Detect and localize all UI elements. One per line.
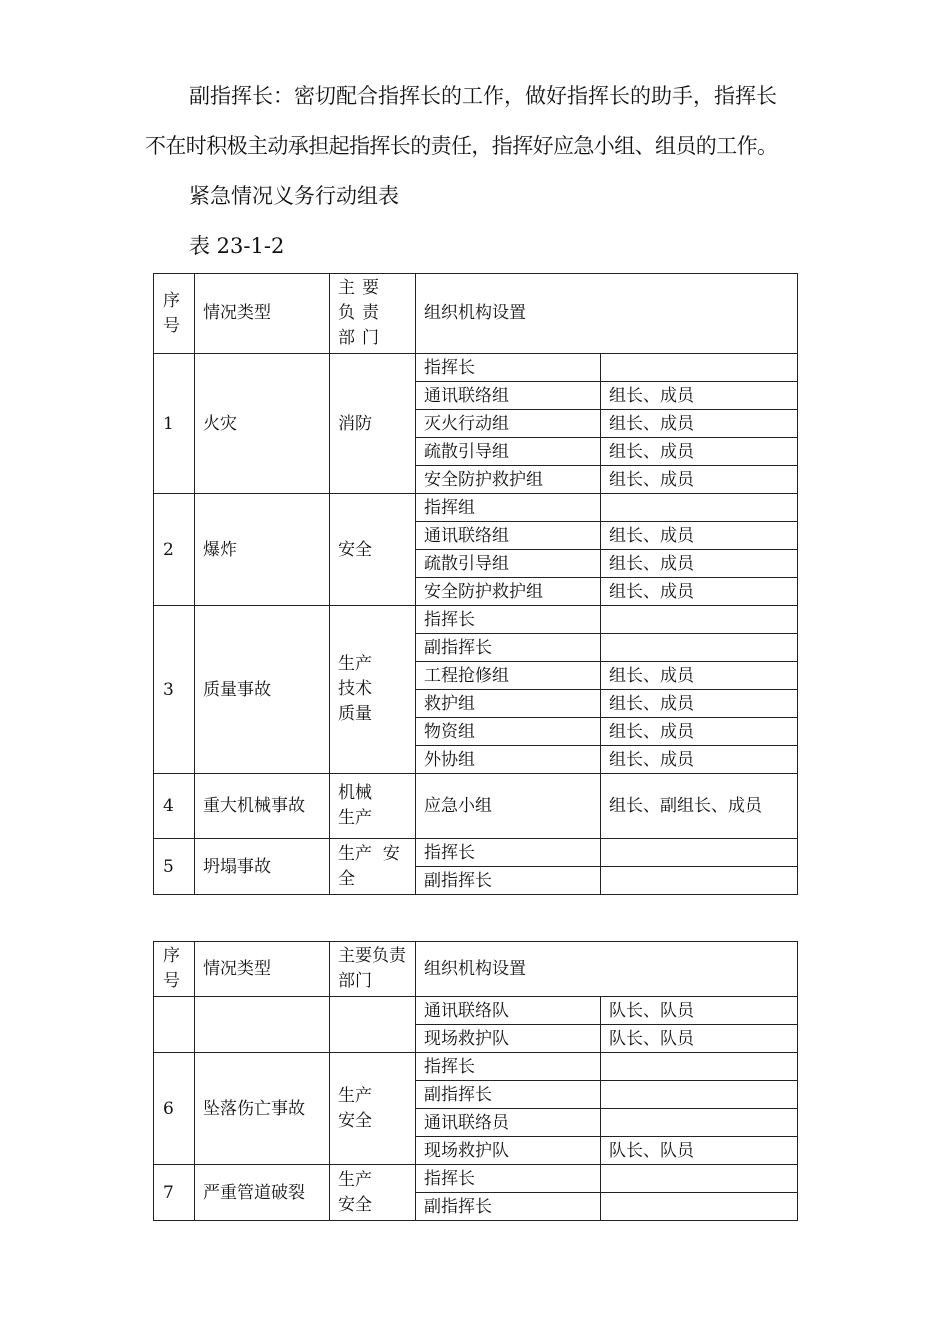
unit-cell: 指挥长	[416, 839, 601, 867]
role-cell	[601, 1081, 798, 1109]
unit-cell: 通讯联络员	[416, 1109, 601, 1137]
role-cell	[601, 354, 798, 382]
unit-cell: 救护组	[416, 690, 601, 718]
emergency-table-1	[153, 273, 798, 895]
unit-cell: 副指挥长	[416, 867, 601, 895]
dept-line: 生产	[338, 808, 372, 828]
type-cell: 坍塌事故	[195, 839, 330, 895]
table-header-row	[154, 274, 798, 354]
intro-paragraph	[145, 82, 810, 160]
seq-cell: 4	[154, 774, 195, 839]
emergency-table-2	[153, 941, 798, 1221]
dept-cell	[330, 606, 416, 774]
unit-cell: 副指挥长	[416, 1193, 601, 1221]
dept-line: 质量	[338, 704, 372, 724]
unit-cell: 指挥长	[416, 354, 601, 382]
table-row	[154, 997, 798, 1025]
role-cell: 组长、成员	[601, 746, 798, 774]
role-cell: 队长、队员	[601, 1025, 798, 1053]
type-cell: 质量事故	[195, 606, 330, 774]
seq-cell	[154, 997, 195, 1053]
role-cell	[601, 1193, 798, 1221]
dept-cell	[330, 839, 416, 895]
unit-cell: 副指挥长	[416, 1081, 601, 1109]
header-type: 情况类型	[195, 274, 330, 354]
unit-cell: 应急小组	[416, 774, 601, 839]
role-cell: 队长、队员	[601, 997, 798, 1025]
unit-cell: 副指挥长	[416, 634, 601, 662]
unit-cell: 安全防护救护组	[416, 466, 601, 494]
type-cell: 火灾	[195, 354, 330, 494]
seq-cell: 3	[154, 606, 195, 774]
role-cell: 组长、成员	[601, 718, 798, 746]
seq-cell: 2	[154, 494, 195, 606]
dept-line: 机械	[338, 783, 372, 803]
unit-cell: 通讯联络队	[416, 997, 601, 1025]
table-caption-title: 紧急情况义务行动组表	[189, 184, 399, 208]
type-cell: 坠落伤亡事故	[195, 1053, 330, 1165]
seq-cell: 1	[154, 354, 195, 494]
header-org: 组织机构设置	[416, 942, 798, 997]
role-cell: 组长、成员	[601, 522, 798, 550]
dept-cell	[330, 1165, 416, 1221]
role-cell	[601, 494, 798, 522]
role-cell	[601, 1053, 798, 1081]
seq-cell: 6	[154, 1053, 195, 1165]
intro-line-1: 副指挥长：密切配合指挥长的工作，做好指挥长的助手，指挥长	[189, 84, 777, 108]
table-row	[154, 606, 798, 634]
dept-line: 生产 安	[338, 843, 400, 864]
table-row	[154, 774, 798, 839]
role-cell: 组长、成员	[601, 438, 798, 466]
header-dept: 主要负责部门	[330, 942, 416, 997]
unit-cell: 指挥长	[416, 606, 601, 634]
table-row	[154, 354, 798, 382]
table-row	[154, 839, 798, 867]
header-org: 组织机构设置	[416, 274, 798, 354]
header-seq: 序号	[154, 942, 195, 997]
unit-cell: 外协组	[416, 746, 601, 774]
unit-cell: 物资组	[416, 718, 601, 746]
dept-cell: 安全	[330, 494, 416, 606]
dept-line: 生产	[338, 1169, 372, 1190]
table-row	[154, 1053, 798, 1081]
dept-line: 全	[338, 868, 355, 889]
unit-cell: 通讯联络组	[416, 382, 601, 410]
type-cell: 严重管道破裂	[195, 1165, 330, 1221]
dept-line: 技术	[338, 679, 372, 699]
dept-line: 安全	[338, 1194, 372, 1215]
dept-line: 生产	[338, 654, 372, 674]
unit-cell: 指挥组	[416, 494, 601, 522]
role-cell: 组长、成员	[601, 690, 798, 718]
unit-cell: 通讯联络组	[416, 522, 601, 550]
dept-line: 生产	[338, 1085, 372, 1106]
role-cell	[601, 1109, 798, 1137]
unit-cell: 安全防护救护组	[416, 578, 601, 606]
role-cell: 组长、成员	[601, 466, 798, 494]
role-cell: 组长、成员	[601, 662, 798, 690]
role-cell	[601, 634, 798, 662]
unit-cell: 指挥长	[416, 1053, 601, 1081]
role-cell: 组长、成员	[601, 550, 798, 578]
role-cell: 队长、队员	[601, 1137, 798, 1165]
header-seq: 序号	[154, 274, 195, 354]
dept-cell	[330, 997, 416, 1053]
unit-cell: 工程抢修组	[416, 662, 601, 690]
table-row	[154, 1165, 798, 1193]
role-cell	[601, 867, 798, 895]
type-cell	[195, 997, 330, 1053]
seq-cell: 7	[154, 1165, 195, 1221]
header-type: 情况类型	[195, 942, 330, 997]
type-cell: 爆炸	[195, 494, 330, 606]
table-number: 表 23-1-2	[189, 234, 285, 258]
role-cell	[601, 1165, 798, 1193]
dept-cell: 消防	[330, 354, 416, 494]
role-cell: 组长、副组长、成员	[601, 774, 798, 839]
header-dept: 主要负责部门	[330, 274, 416, 354]
table-row	[154, 494, 798, 522]
unit-cell: 指挥长	[416, 1165, 601, 1193]
role-cell: 组长、成员	[601, 578, 798, 606]
unit-cell: 疏散引导组	[416, 438, 601, 466]
role-cell	[601, 839, 798, 867]
role-cell: 组长、成员	[601, 410, 798, 438]
table-header-row	[154, 942, 798, 997]
role-cell	[601, 606, 798, 634]
dept-cell	[330, 1053, 416, 1165]
type-cell: 重大机械事故	[195, 774, 330, 839]
role-cell: 组长、成员	[601, 382, 798, 410]
seq-cell: 5	[154, 839, 195, 895]
unit-cell: 现场救护队	[416, 1025, 601, 1053]
unit-cell: 疏散引导组	[416, 550, 601, 578]
dept-cell	[330, 774, 416, 839]
unit-cell: 灭火行动组	[416, 410, 601, 438]
intro-line-2: 不在时积极主动承担起指挥长的责任，指挥好应急小组、组员的工作。	[145, 134, 778, 158]
dept-line: 安全	[338, 1110, 372, 1131]
unit-cell: 现场救护队	[416, 1137, 601, 1165]
